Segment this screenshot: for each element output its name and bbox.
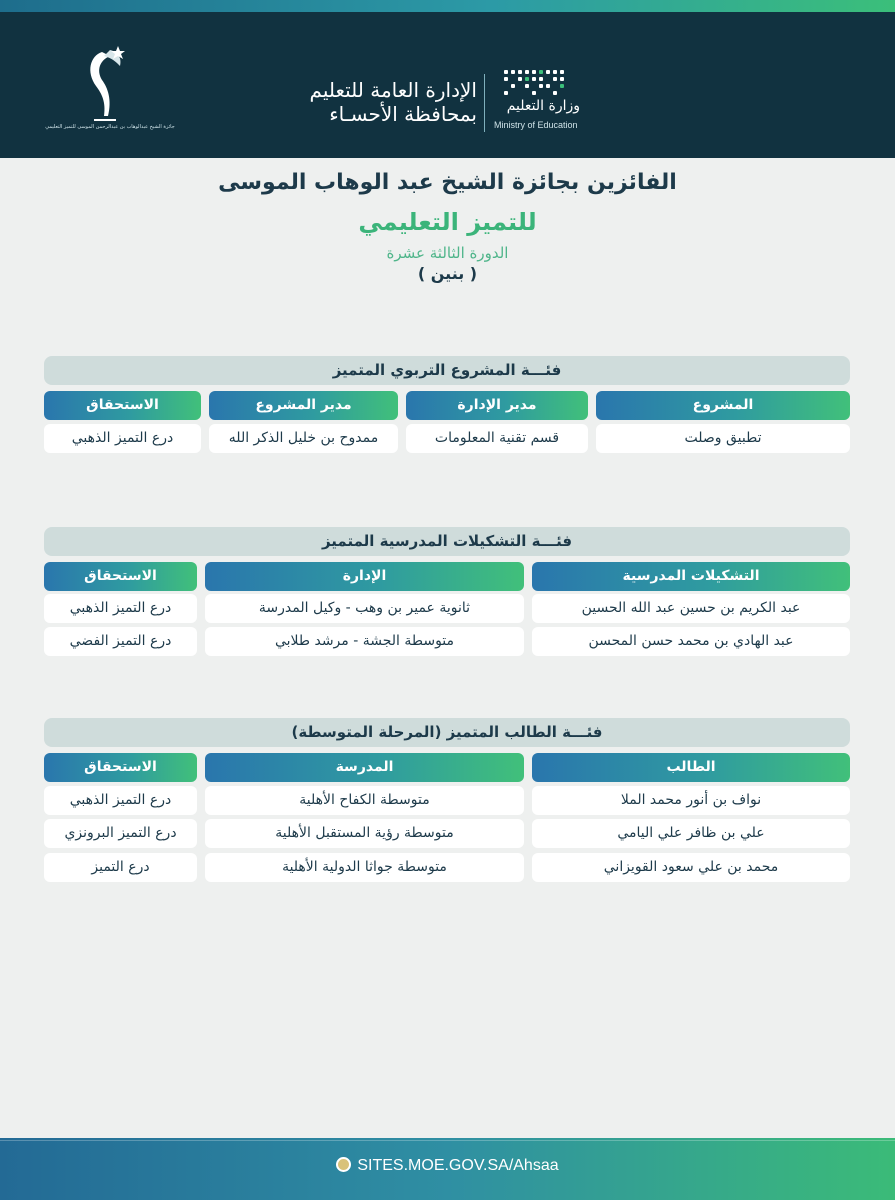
header-cell-school: المدرسة bbox=[205, 753, 524, 782]
table-cell: متوسطة الكفاح الأهلية bbox=[205, 786, 524, 815]
header-cell-award: الاستحقاق bbox=[44, 391, 201, 420]
page-title: الفائزين بجائزة الشيخ عبد الوهاب الموسى bbox=[218, 170, 677, 195]
table-cell: ثانوية عمير بن وهب - وكيل المدرسة bbox=[205, 594, 524, 623]
table-cell: نواف بن أنور محمد الملا bbox=[532, 786, 850, 815]
department-line-1: الإدارة العامة للتعليم bbox=[309, 78, 477, 102]
header-cell-project-manager: مدير المشروع bbox=[209, 391, 398, 420]
footer-divider bbox=[0, 1140, 895, 1141]
table-cell: درع التميز bbox=[44, 853, 197, 882]
section-title-school-formations: فئـــة التشكيلات المدرسية المتميز bbox=[44, 527, 850, 556]
ministry-dots-icon bbox=[500, 68, 572, 98]
header-cell-formations: التشكيلات المدرسية bbox=[532, 562, 850, 591]
header-cell-project: المشروع bbox=[596, 391, 850, 420]
ministry-logo bbox=[488, 68, 588, 138]
table-cell: عبد الهادي بن محمد حسن المحسن bbox=[532, 627, 850, 656]
header-cell-dept-manager: مدير الإدارة bbox=[406, 391, 588, 420]
section-title-student: فئـــة الطالب المتميز (المرحلة المتوسطة) bbox=[44, 718, 850, 747]
table-cell: متوسطة رؤية المستقبل الأهلية bbox=[205, 819, 524, 848]
table-cell: ممدوح بن خليل الذكر الله bbox=[209, 424, 398, 453]
ministry-name-en: Ministry of Education bbox=[494, 120, 578, 130]
header-cell-administration: الإدارة bbox=[205, 562, 524, 591]
table-cell: محمد بن علي سعود القويزاني bbox=[532, 853, 850, 882]
table-cell: متوسطة الجشة - مرشد طلابي bbox=[205, 627, 524, 656]
header-accent-bar bbox=[0, 0, 895, 12]
gender-label: ( بنين ) bbox=[417, 264, 478, 283]
table-cell: قسم تقنية المعلومات bbox=[406, 424, 588, 453]
table-cell: درع التميز الذهبي bbox=[44, 424, 201, 453]
award-logo-caption: جائزة الشيخ عبدالوهاب بن عبدالرحمن الموسى للتميز التعليمي bbox=[45, 124, 175, 130]
footer-url-text[interactable]: SITES.MOE.GOV.SA/Ahsaa bbox=[357, 1157, 559, 1174]
page-subtitle: للتميز التعليمي bbox=[358, 208, 537, 236]
header-divider bbox=[484, 74, 485, 132]
table-cell: عبد الكريم بن حسين عبد الله الحسين bbox=[532, 594, 850, 623]
section-title-project: فئـــة المشروع التربوي المتميز bbox=[44, 356, 850, 385]
table-cell: درع التميز البرونزي bbox=[44, 819, 197, 848]
table-cell: درع التميز الذهبي bbox=[44, 594, 197, 623]
table-cell: درع التميز الذهبي bbox=[44, 786, 197, 815]
table-cell: تطبيق وصلت bbox=[596, 424, 850, 453]
award-emblem-icon bbox=[40, 42, 180, 124]
globe-icon bbox=[336, 1157, 351, 1172]
table-cell: متوسطة جواثا الدولية الأهلية bbox=[205, 853, 524, 882]
department-line-2: بمحافظة الأحسـاء bbox=[329, 102, 477, 126]
table-cell: درع التميز الفضي bbox=[44, 627, 197, 656]
department-name bbox=[257, 78, 477, 126]
header-cell-student: الطالب bbox=[532, 753, 850, 782]
ministry-name-ar: وزارة التعليم bbox=[506, 98, 580, 114]
footer-website[interactable] bbox=[0, 1157, 895, 1175]
page-header bbox=[0, 0, 895, 158]
header-cell-award: الاستحقاق bbox=[44, 562, 197, 591]
award-logo bbox=[40, 42, 180, 142]
header-cell-award: الاستحقاق bbox=[44, 753, 197, 782]
table-cell: علي بن ظافر علي اليامي bbox=[532, 819, 850, 848]
cycle-label: الدورة الثالثة عشرة bbox=[386, 244, 509, 262]
